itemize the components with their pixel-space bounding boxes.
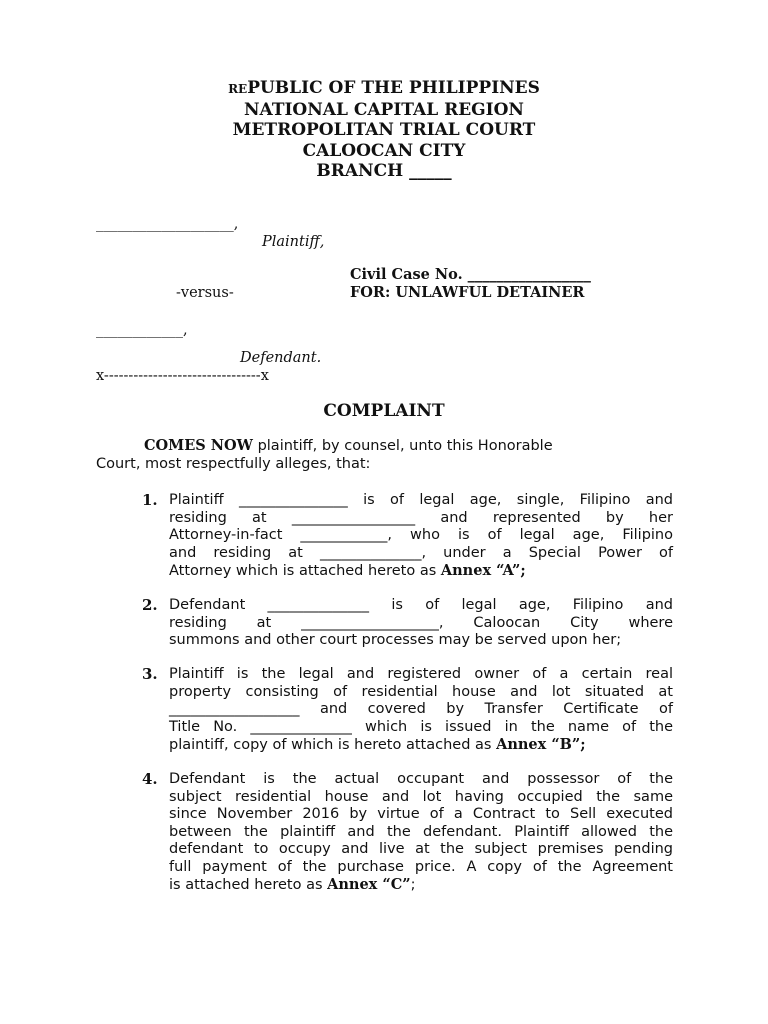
allegation-line: Defendant is the actual occupant and possessor of the xyxy=(169,771,673,787)
allegation-line: plaintiff, copy of which is hereto attached as Annex “B”; xyxy=(169,736,586,753)
header-court: METROPOLITAN TRIAL COURT xyxy=(232,120,536,140)
header-republic-rest: PUBLIC OF THE PHILIPPINES xyxy=(247,78,540,98)
allegation-line: full payment of the purchase price. A copy of the Agreement xyxy=(169,858,673,875)
allegation-line: property consisting of residential house and lot situated at xyxy=(169,683,673,700)
annex-reference: Annex “C” xyxy=(327,876,411,893)
allegation-line: subject residential house and lot having occupied the same xyxy=(169,788,673,805)
caption-separator: x--------------------------------x xyxy=(96,368,269,384)
annex-reference: Annex “B”; xyxy=(496,736,586,753)
allegation-text xyxy=(169,666,673,755)
allegation-line: __________________ and covered by Transfer Certificate of xyxy=(169,701,673,717)
allegation-text xyxy=(169,597,673,650)
allegation-line: Defendant ______________ is of legal age, Filipino and xyxy=(169,597,673,613)
court-header xyxy=(0,78,768,182)
header-branch: BRANCH _____ xyxy=(316,161,452,181)
intro-line1-rest: plaintiff, by counsel, unto this Honorable xyxy=(252,438,553,454)
defendant-name-blank: ____________, xyxy=(96,322,188,338)
allegation-line: Attorney which is attached hereto as Annex “A”; xyxy=(169,562,526,579)
allegation-text xyxy=(169,492,673,581)
header-republic xyxy=(0,78,768,100)
civil-case-number: Civil Case No. _________________ xyxy=(350,266,591,283)
allegation-line: summons and other court processes may be served upon her; xyxy=(169,632,622,648)
intro-lead: COMES NOW xyxy=(144,437,253,454)
allegation-line: is attached hereto as Annex “C”; xyxy=(169,876,416,893)
allegation-number: 3. xyxy=(142,665,158,683)
allegation-number: 4. xyxy=(142,770,158,788)
allegation-line: residing at ___________________, Caloocan City where xyxy=(169,614,673,631)
allegation-line: defendant to occupy and live at the subject premises pending xyxy=(169,841,673,857)
allegation-line: Title No. ______________ which is issued in the name of the xyxy=(169,718,673,735)
defendant-label: Defendant. xyxy=(240,350,322,366)
versus-label: -versus- xyxy=(176,285,234,301)
allegation-line: and residing at ______________, under a Special Power of xyxy=(169,544,673,561)
allegation-line: residing at _________________ and represented by her xyxy=(169,509,673,526)
intro-paragraph xyxy=(96,437,672,473)
case-nature: FOR: UNLAWFUL DETAINER xyxy=(350,284,585,301)
allegation-line: between the plaintiff and the defendant. Plaintiff allowed the xyxy=(169,823,673,840)
header-republic-prefix: RE xyxy=(228,82,248,96)
allegation-number: 2. xyxy=(142,596,158,614)
plaintiff-label: Plaintiff, xyxy=(262,234,325,250)
annex-reference: Annex “A”; xyxy=(440,562,526,579)
header-city: CALOOCAN CITY xyxy=(302,140,466,161)
intro-line2: Court, most respectfully alleges, that: xyxy=(96,455,371,472)
allegation-line: Attorney-in-fact ____________, who is of legal age, Filipino xyxy=(169,527,673,543)
allegation-line: Plaintiff _______________ is of legal age, single, Filipino and xyxy=(169,492,673,508)
document-title: COMPLAINT xyxy=(323,401,445,421)
header-region: NATIONAL CAPITAL REGION xyxy=(244,99,524,120)
plaintiff-name-blank: ___________________, xyxy=(96,216,239,232)
allegation-text xyxy=(169,771,673,895)
allegation-number: 1. xyxy=(142,491,158,509)
allegation-line: Plaintiff is the legal and registered owner of a certain real xyxy=(169,666,673,682)
allegation-line: since November 2016 by virtue of a Contract to Sell executed xyxy=(169,806,673,822)
